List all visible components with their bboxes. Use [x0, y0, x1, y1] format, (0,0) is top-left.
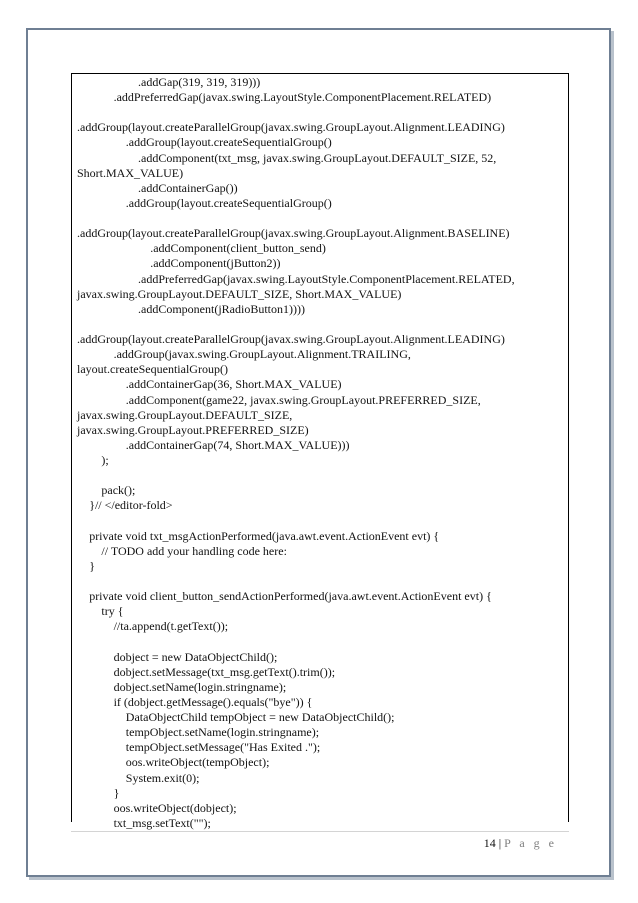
code-line: .addGroup(layout.createSequentialGroup()	[125, 195, 332, 210]
code-line: .addComponent(game22, javax.swing.GroupLayout.PREFERRED_SIZE,	[125, 392, 481, 407]
page-number	[484, 836, 557, 851]
code-line: .addComponent(client_button_send)	[150, 241, 326, 256]
code-line: }// </editor-fold>	[89, 498, 173, 513]
code-line: pack();	[101, 483, 136, 498]
code-line: try {	[101, 604, 124, 619]
code-line: .addContainerGap(74, Short.MAX_VALUE)))	[125, 437, 350, 452]
code-line: .addGroup(layout.createParallelGroup(javax.swing.GroupLayout.Alignment.LEADING)	[77, 120, 505, 135]
code-line: javax.swing.GroupLayout.DEFAULT_SIZE, Short.MAX_VALUE)	[77, 286, 402, 301]
code-line: private void client_button_sendActionPerformed(java.awt.event.ActionEvent evt) {	[89, 589, 492, 604]
code-line: layout.createSequentialGroup()	[77, 362, 228, 377]
code-line: javax.swing.GroupLayout.DEFAULT_SIZE,	[77, 407, 293, 422]
code-line: .addPreferredGap(javax.swing.LayoutStyle.ComponentPlacement.RELATED)	[113, 90, 492, 105]
code-line: oos.writeObject(tempObject);	[125, 755, 270, 770]
code-line: if (dobject.getMessage().equals("bye")) {	[113, 694, 313, 709]
code-line: oos.writeObject(dobject);	[113, 800, 237, 815]
page-number-separator: |	[498, 836, 502, 850]
page-word: P a g e	[504, 836, 557, 850]
code-line: // TODO add your handling code here:	[101, 543, 287, 558]
code-line: dobject = new DataObjectChild();	[113, 649, 278, 664]
code-line: .addGroup(javax.swing.GroupLayout.Alignment.TRAILING,	[113, 347, 411, 362]
code-line: }	[113, 785, 120, 800]
code-line: txt_msg.setText("");	[113, 815, 211, 830]
code-line: .addContainerGap())	[138, 180, 238, 195]
code-line: }	[89, 558, 95, 573]
code-line: DataObjectChild tempObject = new DataObjectChild();	[125, 710, 395, 725]
code-line: tempObject.setMessage("Has Exited .");	[125, 740, 321, 755]
code-line: .addGroup(layout.createParallelGroup(javax.swing.GroupLayout.Alignment.LEADING)	[77, 332, 505, 347]
code-line: dobject.setName(login.stringname);	[113, 679, 287, 694]
code-line: );	[101, 453, 109, 467]
code-line: .addComponent(jRadioButton1))))	[138, 301, 305, 316]
page-number-value: 14	[483, 836, 496, 850]
footer-divider	[71, 831, 569, 832]
code-line: .addComponent(txt_msg, javax.swing.GroupLayout.DEFAULT_SIZE, 52,	[138, 150, 497, 165]
code-line: .addPreferredGap(javax.swing.LayoutStyle.ComponentPlacement.RELATED,	[138, 271, 515, 286]
code-line: .addGroup(layout.createSequentialGroup()	[125, 135, 332, 150]
code-line: dobject.setMessage(txt_msg.getText().trim());	[113, 664, 336, 679]
code-line: .addComponent(jButton2))	[150, 256, 281, 271]
code-line: .addGap(319, 319, 319)))	[138, 75, 261, 89]
code-line: javax.swing.GroupLayout.PREFERRED_SIZE)	[77, 422, 309, 437]
code-line: Short.MAX_VALUE)	[77, 165, 184, 180]
code-line: //ta.append(t.getText());	[113, 619, 229, 634]
code-line: System.exit(0);	[125, 770, 200, 785]
code-line: tempObject.setName(login.stringname);	[125, 725, 320, 740]
code-line: .addContainerGap(36, Short.MAX_VALUE)	[125, 377, 342, 392]
code-line: .addGroup(layout.createParallelGroup(javax.swing.GroupLayout.Alignment.BASELINE)	[77, 226, 510, 241]
code-line: private void txt_msgActionPerformed(java.awt.event.ActionEvent evt) {	[89, 528, 440, 543]
